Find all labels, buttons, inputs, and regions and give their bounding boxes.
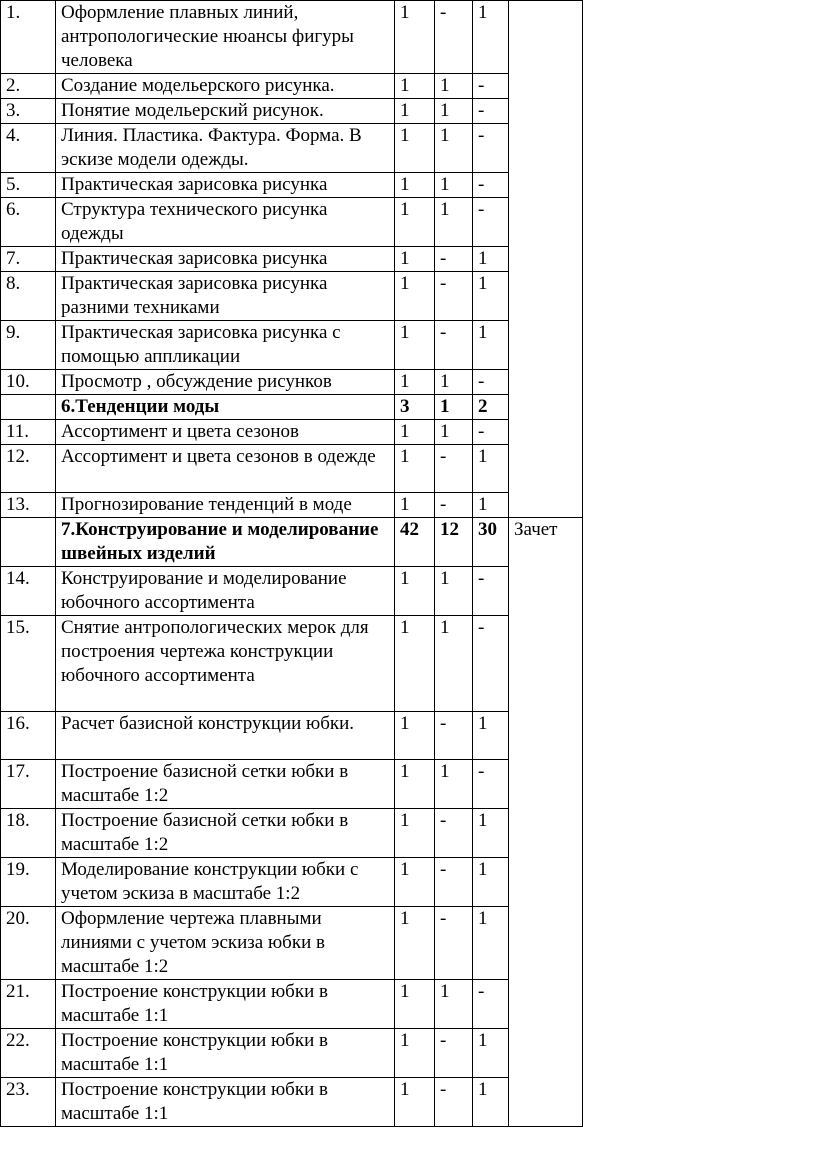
table-row [1,99,583,124]
row-number: 20. [1,907,56,980]
hours-total: 1 [395,616,435,712]
hours-theory: - [435,1,473,74]
hours-total: 1 [395,809,435,858]
hours-practice: - [473,124,509,173]
table-row [1,1,583,74]
hours-practice: 2 [473,395,509,420]
table-row [1,980,583,1029]
row-number: 1. [1,1,56,74]
hours-practice: 1 [473,712,509,760]
row-number: 19. [1,858,56,907]
row-title: 6.Тенденции моды [56,395,395,420]
hours-practice: - [473,99,509,124]
table-row [1,445,583,493]
row-number: 7. [1,247,56,272]
table-row [1,493,583,518]
row-title: Ассортимент и цвета сезонов [56,420,395,445]
hours-theory: - [435,272,473,321]
table-row [1,173,583,198]
hours-theory: 1 [435,760,473,809]
table-row [1,1078,583,1127]
table-row [1,809,583,858]
row-title: Практическая зарисовка рисунка с помощью аппликации [56,321,395,370]
row-number: 4. [1,124,56,173]
row-title: Построение базисной сетки юбки в масштабе 1:2 [56,809,395,858]
row-title: Понятие модельерский рисунок. [56,99,395,124]
hours-practice: - [473,616,509,712]
row-number: 12. [1,445,56,493]
hours-theory: - [435,445,473,493]
hours-practice: - [473,370,509,395]
table-row [1,272,583,321]
row-number [1,518,56,567]
table-row [1,198,583,247]
row-title: Конструирование и моделирование юбочного ассортимента [56,567,395,616]
table-row [1,247,583,272]
hours-theory: - [435,247,473,272]
hours-total: 1 [395,907,435,980]
hours-theory: 1 [435,99,473,124]
row-title: Расчет базисной конструкции юбки. [56,712,395,760]
row-title: Практическая зарисовка рисунка [56,173,395,198]
hours-total: 1 [395,198,435,247]
row-title: Практическая зарисовка рисунка разними техниками [56,272,395,321]
row-number: 21. [1,980,56,1029]
hours-practice: 1 [473,247,509,272]
hours-total: 3 [395,395,435,420]
table-row [1,321,583,370]
row-number [1,395,56,420]
table-row [1,370,583,395]
hours-theory: 12 [435,518,473,567]
hours-practice: 1 [473,1029,509,1078]
row-number: 18. [1,809,56,858]
table-body [1,1,583,1127]
row-number: 23. [1,1078,56,1127]
hours-practice: 1 [473,493,509,518]
hours-total: 1 [395,272,435,321]
table-row [1,712,583,760]
hours-total: 1 [395,370,435,395]
table-row [1,858,583,907]
table-row [1,74,583,99]
hours-practice: 1 [473,1078,509,1127]
hours-practice: - [473,173,509,198]
hours-practice: - [473,420,509,445]
hours-total: 42 [395,518,435,567]
row-title: Оформление плавных линий, антропологические нюансы фигуры человека [56,1,395,74]
table-row [1,907,583,980]
row-title: Создание модельерского рисунка. [56,74,395,99]
hours-practice: 30 [473,518,509,567]
hours-total: 1 [395,567,435,616]
row-title: Построение базисной сетки юбки в масштабе 1:2 [56,760,395,809]
hours-theory: 1 [435,616,473,712]
hours-total: 1 [395,321,435,370]
row-number: 11. [1,420,56,445]
table-row [1,1029,583,1078]
hours-total: 1 [395,445,435,493]
row-title: Структура технического рисунка одежды [56,198,395,247]
row-title: Построение конструкции юбки в масштабе 1:1 [56,1078,395,1127]
row-title: Линия. Пластика. Фактура. Форма. В эскизе модели одежды. [56,124,395,173]
hours-practice: 1 [473,809,509,858]
hours-theory: 1 [435,420,473,445]
hours-total: 1 [395,420,435,445]
hours-theory: 1 [435,173,473,198]
hours-total: 1 [395,980,435,1029]
hours-theory: 1 [435,124,473,173]
hours-practice: - [473,198,509,247]
row-note [509,1,583,518]
hours-total: 1 [395,1,435,74]
row-title: Построение конструкции юбки в масштабе 1:1 [56,980,395,1029]
hours-theory: - [435,712,473,760]
hours-theory: - [435,907,473,980]
row-number: 5. [1,173,56,198]
row-number: 17. [1,760,56,809]
hours-total: 1 [395,712,435,760]
row-note: Зачет [509,518,583,1127]
row-title: Моделирование конструкции юбки с учетом эскиза в масштабе 1:2 [56,858,395,907]
row-number: 2. [1,74,56,99]
hours-total: 1 [395,124,435,173]
row-number: 6. [1,198,56,247]
section-row [1,518,583,567]
row-title: Практическая зарисовка рисунка [56,247,395,272]
hours-total: 1 [395,760,435,809]
row-number: 16. [1,712,56,760]
row-number: 13. [1,493,56,518]
hours-total: 1 [395,1029,435,1078]
hours-total: 1 [395,173,435,198]
hours-theory: 1 [435,980,473,1029]
hours-practice: 1 [473,1,509,74]
section-row [1,395,583,420]
hours-total: 1 [395,247,435,272]
row-title: 7.Конструирование и моделирование швейных изделий [56,518,395,567]
hours-theory: - [435,493,473,518]
hours-total: 1 [395,99,435,124]
row-number: 22. [1,1029,56,1078]
table-row [1,616,583,712]
hours-theory: 1 [435,198,473,247]
hours-practice: 1 [473,321,509,370]
row-title: Построение конструкции юбки в масштабе 1:1 [56,1029,395,1078]
table-row [1,420,583,445]
hours-practice: - [473,567,509,616]
hours-total: 1 [395,858,435,907]
hours-theory: - [435,809,473,858]
hours-practice: 1 [473,907,509,980]
row-title: Снятие антропологических мерок для построения чертежа конструкции юбочного ассортимента [56,616,395,712]
hours-practice: - [473,760,509,809]
hours-total: 1 [395,1078,435,1127]
row-number: 9. [1,321,56,370]
row-title: Ассортимент и цвета сезонов в одежде [56,445,395,493]
hours-total: 1 [395,74,435,99]
table-row [1,760,583,809]
hours-theory: 1 [435,567,473,616]
row-number: 3. [1,99,56,124]
hours-practice: - [473,980,509,1029]
table-row [1,124,583,173]
table-row [1,567,583,616]
hours-theory: - [435,858,473,907]
hours-theory: 1 [435,395,473,420]
row-title: Просмотр , обсуждение рисунков [56,370,395,395]
row-number: 10. [1,370,56,395]
hours-practice: 1 [473,858,509,907]
row-title: Прогнозирование тенденций в моде [56,493,395,518]
hours-practice: 1 [473,272,509,321]
hours-theory: - [435,1029,473,1078]
row-title: Оформление чертежа плавными линиями с учетом эскиза юбки в масштабе 1:2 [56,907,395,980]
row-number: 14. [1,567,56,616]
row-number: 15. [1,616,56,712]
row-number: 8. [1,272,56,321]
hours-theory: - [435,1078,473,1127]
hours-theory: - [435,321,473,370]
hours-total: 1 [395,493,435,518]
hours-practice: - [473,74,509,99]
hours-practice: 1 [473,445,509,493]
hours-theory: 1 [435,74,473,99]
hours-theory: 1 [435,370,473,395]
